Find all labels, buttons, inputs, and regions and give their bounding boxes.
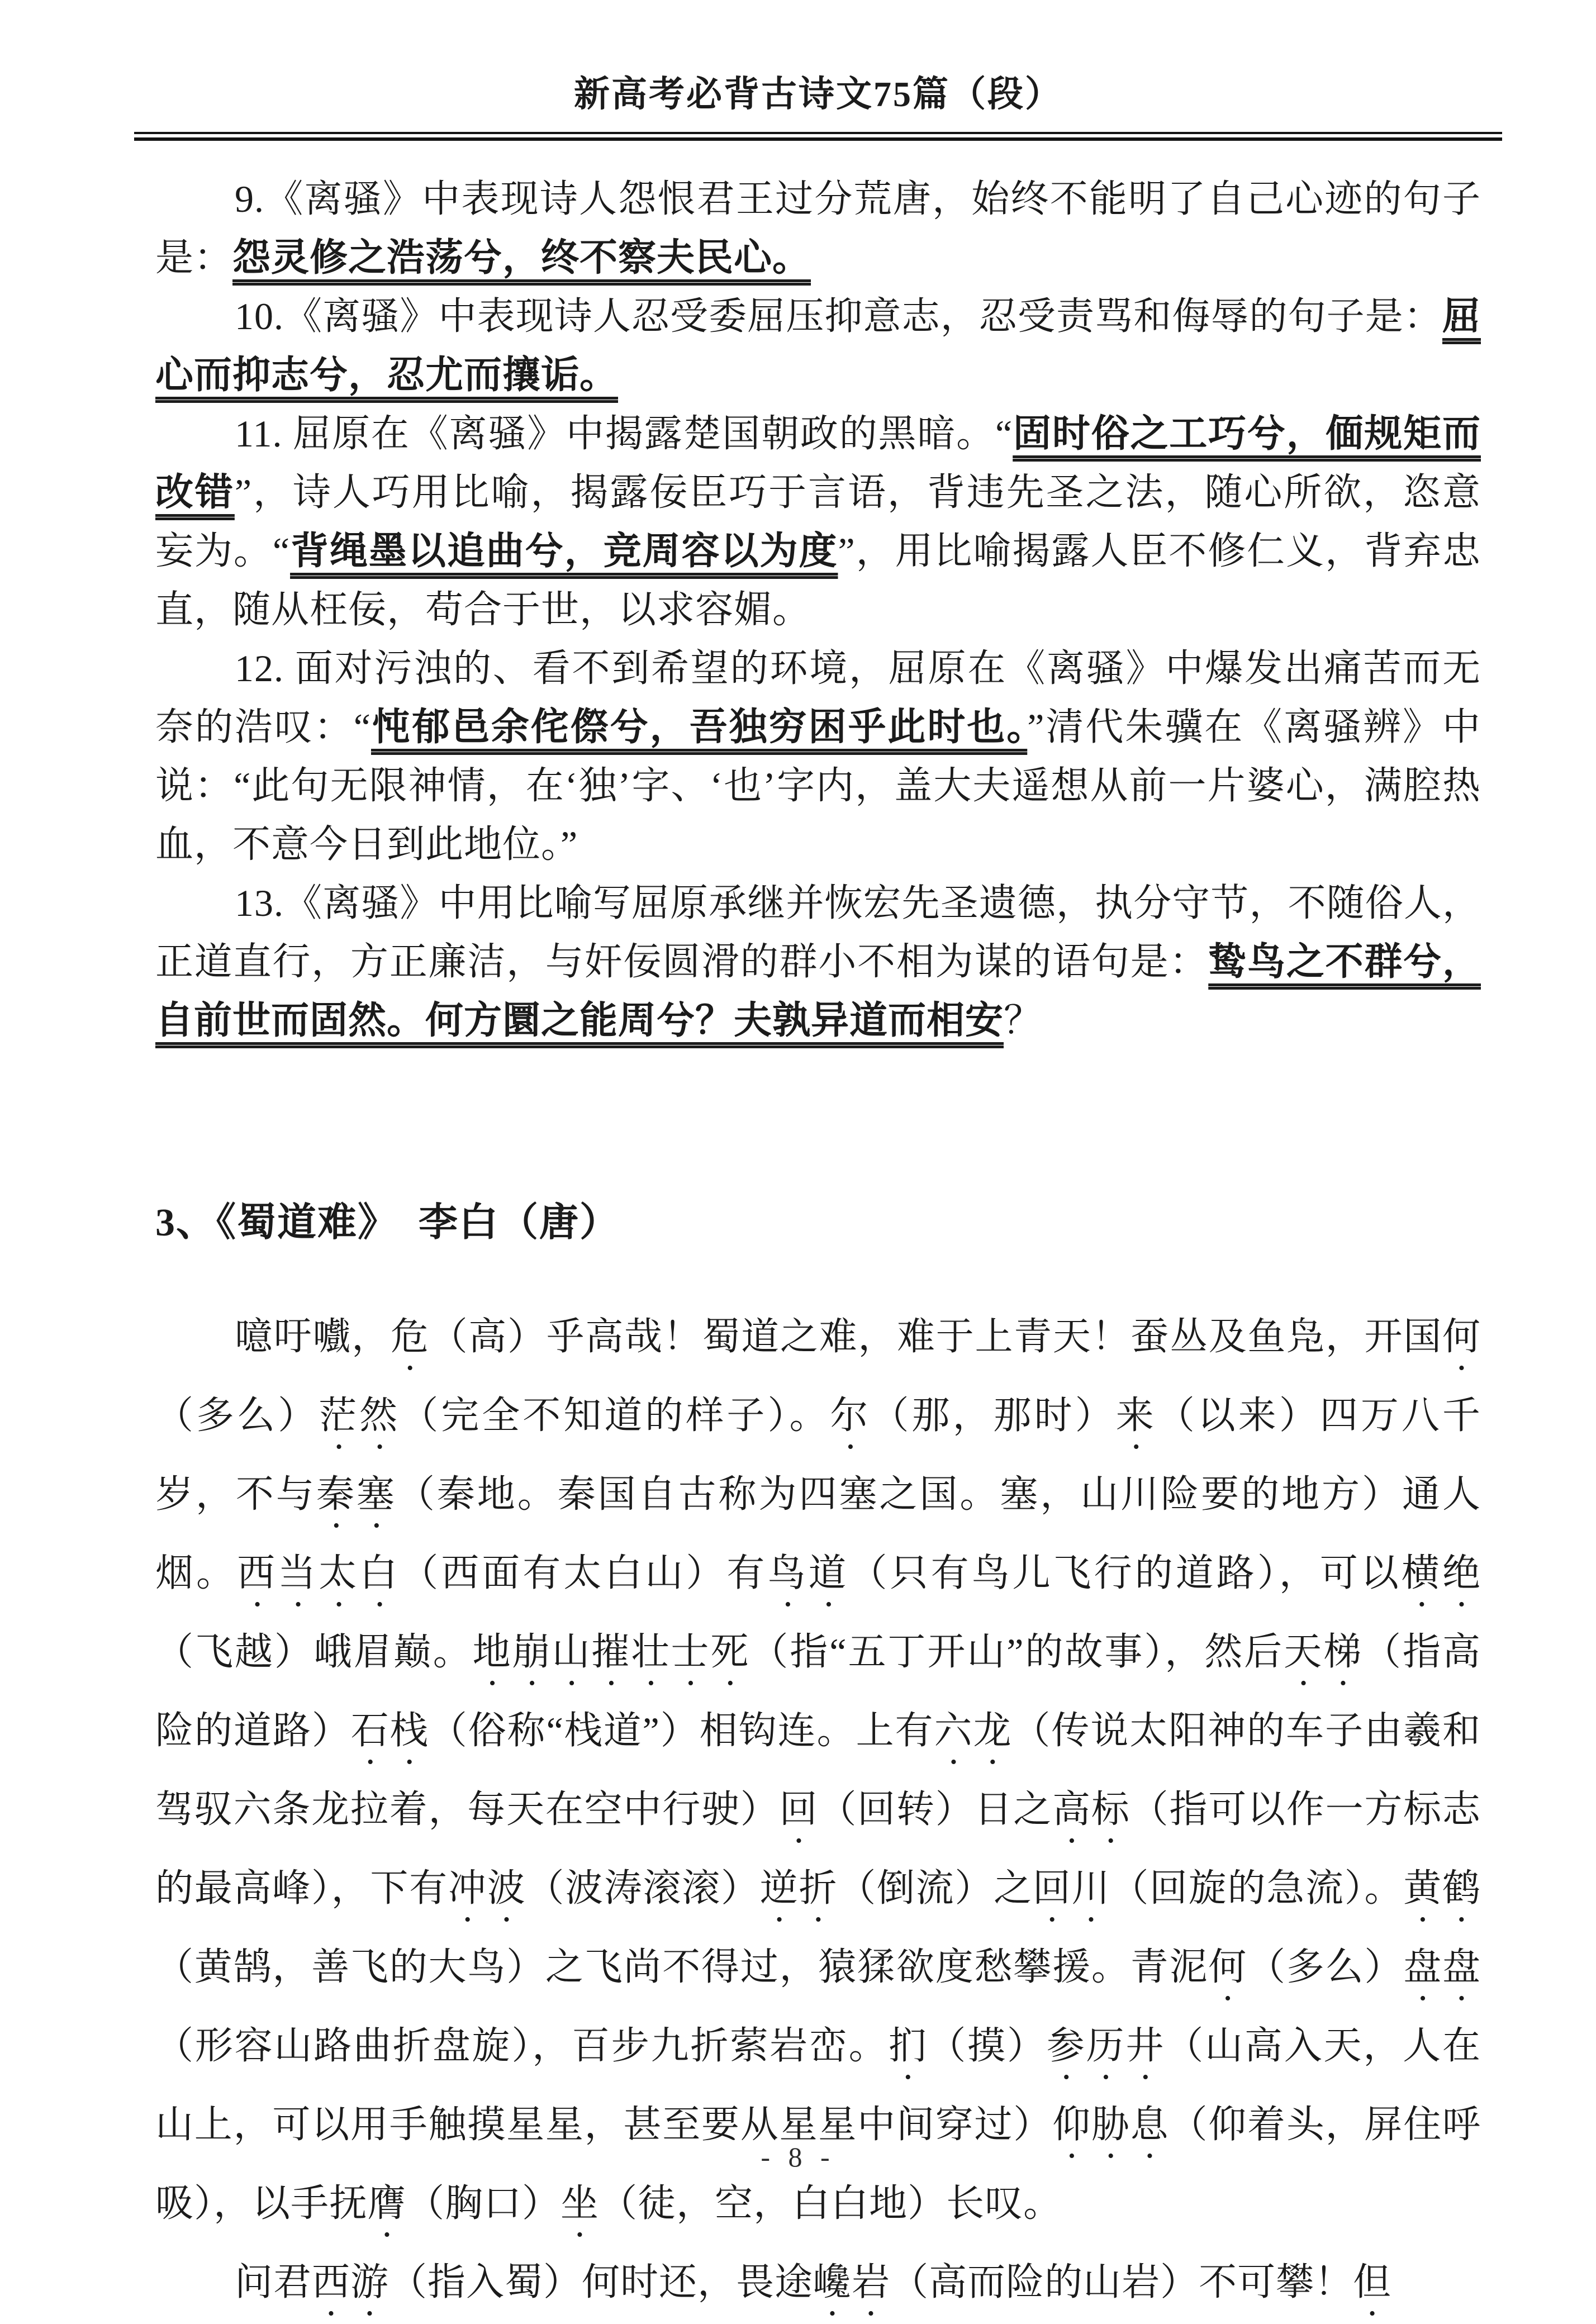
text-run: （形容山路曲折盘旋），百步九折萦岩峦。 [155,2024,889,2067]
list-item [155,639,1481,874]
text-run: （指入蜀）何时还，畏途 [389,2261,814,2303]
emphasized-run: 六龙 [934,1709,1013,1752]
emphasized-run: 何 [1442,1315,1481,1358]
emphasized-run: 何 [1208,1946,1248,1988]
text-run: （摸） [928,2024,1047,2067]
emphasized-run: 坐 [560,2182,600,2225]
text-run: 12. 面对污浊的、看不到希望的环境，屈原在《离骚》中爆发出痛苦而无奈的浩叹：“ [155,647,1481,748]
text-run: （以来）四万八千岁，不与 [155,1394,1481,1515]
text-run: （高）乎高哉！蜀道之难，难于上青天！蚕丛及鱼凫，开国 [429,1315,1442,1358]
text-run: （多么） [1247,1946,1404,1988]
text-run: （胸口） [406,2182,561,2225]
text-run: （波涛滚滚） [526,1867,760,1909]
emphasized-run: 巉岩 [813,2261,891,2303]
lisao-question-list [155,170,1481,1050]
emphasized-run: 西当太白 [237,1552,401,1594]
emphasized-run: 危 [390,1315,430,1358]
answer-run: 背绳墨以追曲兮，竞周容以为度 [290,530,838,572]
answer-run: 固时俗之工巧兮，偭规矩而改错 [155,412,1481,514]
paragraph [155,2245,1481,2324]
text-run: 噫吁嚱， [235,1315,391,1358]
emphasized-run: 但 [1353,2261,1392,2303]
header-divider [134,132,1502,141]
emphasized-run: 盘盘 [1403,1946,1481,1988]
text-run: ”清代朱骥在《离骚辨》中说：“此句无限神情，在‘独’字、‘也’字内，盖大夫遥想从前一片婆心，满腔热血，不意今日到此地位。” [155,706,1481,866]
list-item [155,874,1481,1050]
text-run: 13.《离骚》中用比喻写屈原承继并恢宏先圣遗德，执分守节，不随俗人，正道直行，方正廉洁，与奸佞圆滑的群小不相为谋的语句是： [155,882,1481,983]
text-run: （传说太阳神的车子由羲和驾驭六条龙拉着，每天在空中行驶） [155,1709,1481,1831]
page-number: - 8 - [761,2141,835,2173]
text-run: ”，用比喻揭露人臣不修仁义，背弃忠直，随从枉佞，苟合于世，以求容媚。 [155,530,1481,631]
emphasized-run: 膺 [368,2182,407,2225]
text-run: （倒流）之 [838,1867,1033,1909]
emphasized-run: 仰胁息 [1052,2103,1170,2146]
text-run: （徒，空，白白地）长叹。 [599,2182,1062,2225]
text-run: （西面有太白山）有 [400,1552,768,1594]
list-item [155,287,1481,405]
text-run: （俗称“栈道”）相钩连。上有 [429,1709,934,1752]
text-run: 9.《离骚》中表现诗人怨恨君王过分荒唐，始终不能明了自己心迹的句子是： [155,178,1481,279]
emphasized-run: 天梯 [1284,1631,1364,1673]
emphasized-run: 高标 [1052,1788,1130,1831]
text-run: （秦地。秦国自古称为四塞之国。塞，山川险要的地方）通人烟。 [155,1473,1481,1594]
text-run: ”，诗人巧用比喻，揭露佞臣巧于言语，背违先圣之法，随心所欲，恣意妄为。“ [155,471,1481,572]
emphasized-run: 茫然 [319,1394,401,1437]
emphasized-run: 秦塞 [316,1473,397,1515]
text-run: （完全不知道的样子）。 [400,1394,830,1437]
emphasized-run: 扪 [888,2024,928,2067]
emphasized-run: 冲波 [448,1867,526,1909]
text-run: 10.《离骚》中表现诗人忍受委屈压抑意志，忍受责骂和侮辱的句子是： [235,295,1442,338]
paragraph [155,1300,1481,2245]
emphasized-run: 横绝 [1401,1552,1481,1594]
text-run: 11. 屈原在《离骚》中揭露楚国朝政的黑暗。“ [235,412,1013,455]
emphasized-run: 黄鹤 [1403,1867,1481,1909]
list-item [155,405,1481,639]
text-run: （指可以作一方标志的最高峰），下有 [155,1788,1481,1909]
text-run: （指“五丁开山”的故事），然后 [750,1631,1284,1673]
page-header-title: 新高考必背古诗文75篇（段） [574,74,1062,114]
emphasized-run: 回 [779,1788,819,1831]
emphasized-run: 西游 [312,2261,390,2303]
text-run: （黄鹄，善飞的大鸟）之飞尚不得过，猿猱欲度愁攀援。青泥 [155,1946,1209,1988]
answer-run: 忳郁邑余侘傺兮，吾独穷困乎此时也。 [370,706,1028,748]
text-run: （只有鸟儿飞行的道路），可以 [849,1552,1402,1594]
emphasized-run: 尔 [830,1394,871,1437]
text-run: （山高入天，人在山上，可以用手触摸星星，甚至要从星星中间穿过） [155,2024,1481,2146]
text-run: （指高险的道路） [155,1631,1481,1752]
text-run: （那，那时） [871,1394,1116,1437]
emphasized-run: 地崩山摧壮士死 [472,1631,750,1673]
section-title: 3、《蜀道难》 李白（唐） [155,1201,620,1244]
text-run: （高而险的山岩）不可攀！ [890,2261,1353,2303]
answer-run: 怨灵修之浩荡兮，终不察夫民心。 [232,236,811,279]
answer-run: 鸷鸟之不群兮，自前世而固然。何方圜之能周兮？夫孰异道而相安 [155,940,1481,1042]
answer-run: 屈心而抑志兮，忍尤而攘诟。 [155,295,1481,396]
text-run: （仰着头，屏住呼吸），以手抚 [155,2103,1481,2225]
text-run: （多么） [155,1394,319,1437]
text-run: （回旋的急流）。 [1110,1867,1404,1909]
emphasized-run: 鸟道 [767,1552,849,1594]
emphasized-run: 逆折 [759,1867,838,1909]
list-item [155,170,1481,287]
text-run: （回转）日之 [818,1788,1053,1831]
emphasized-run: 石栈 [350,1709,429,1752]
emphasized-run: 回川 [1032,1867,1111,1909]
text-run: （飞越）峨眉巅。 [155,1631,473,1673]
text-run: 问君 [235,2261,312,2303]
text-run: ？ [1004,999,1043,1042]
emphasized-run: 来 [1115,1394,1157,1437]
emphasized-run: 参历井 [1046,2024,1166,2067]
